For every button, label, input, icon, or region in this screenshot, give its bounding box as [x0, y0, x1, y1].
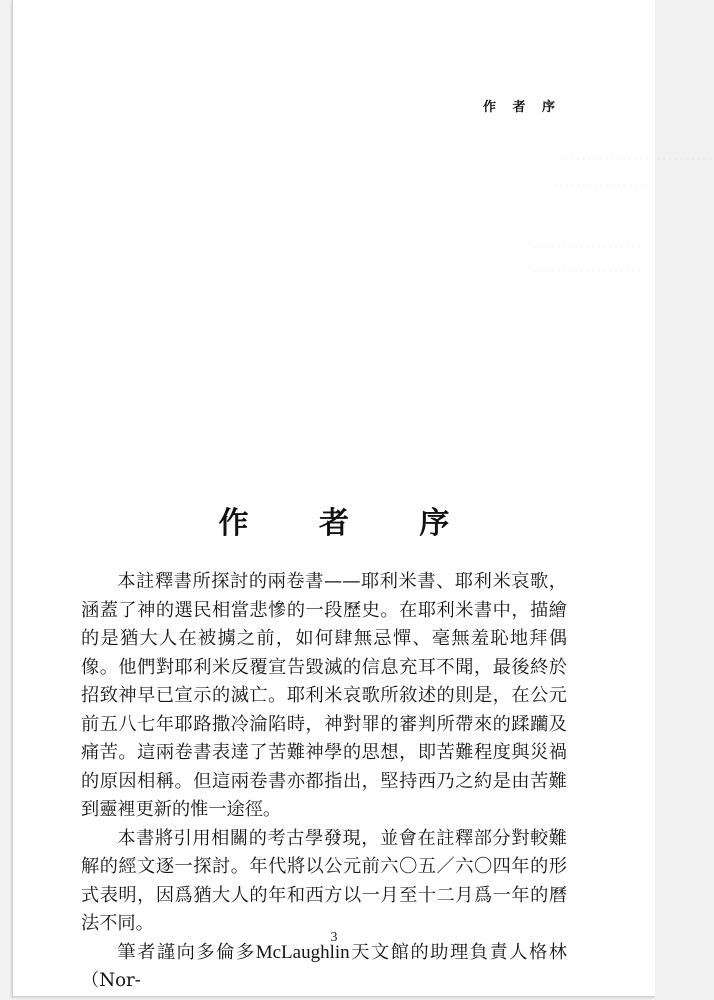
paragraph	[81, 939, 567, 996]
chapter-title: 作 者 序	[218, 506, 480, 542]
show-through-text: ···················	[533, 238, 643, 256]
show-through-text: ··················	[553, 176, 657, 194]
paragraph-text: 筆者謹向多倫多	[117, 941, 256, 963]
book-page	[12, 0, 714, 997]
page-number: 3	[330, 930, 338, 945]
paragraph-text: 天文館的助理負責人格林（Nor-	[81, 941, 567, 991]
running-header: 作 者 序	[482, 100, 561, 115]
show-through-text: ···························	[558, 150, 714, 168]
latin-name: McLaughlin	[255, 941, 350, 963]
show-through-text: ···················	[533, 262, 643, 280]
paragraph: 本註釋書所探討的兩卷書——耶利米書、耶利米哀歌，涵蓋了神的選民相當悲慘的一段歷史。在耶利米書中，描繪的是猶大人在被擄之前，如何肆無忌憚、毫無羞恥地拜偶像。他們對耶利米反覆宣告毀滅的信息充耳不聞，最後終於招致神早已宣示的滅亡。耶利米哀歌所敘述的則是，在公元前五八七年耶路撒冷淪陷時，神對罪的審判所帶來的蹂躪及痛苦。這兩卷書表達了苦難神學的思想，即苦難程度與災禍的原因相稱。但這兩卷書亦都指出，堅持西乃之約是由苦難到靈裡更新的惟一途徑。	[81, 571, 567, 820]
paragraph: 本書將引用相關的考古學發現，並會在註釋部分對較難解的經文逐一探討。年代將以公元前六〇五／六〇四年的形式表明，因爲猶大人的年和西方以一月至十二月爲一年的曆法不同。	[81, 827, 567, 934]
